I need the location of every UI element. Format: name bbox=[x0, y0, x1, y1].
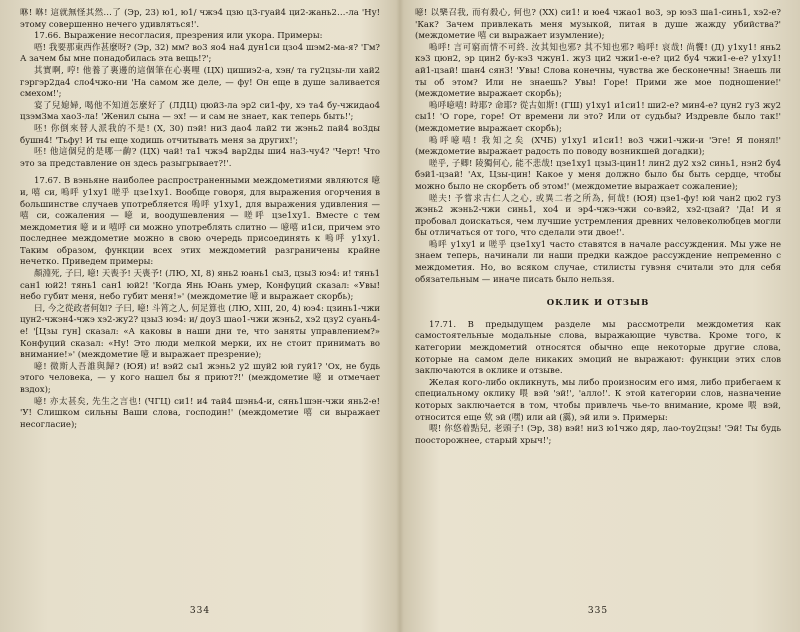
paragraph: 嗚呼! 言可窮而情不可終. 汝其知也邪? 其不知也邪? 嗚呼! 哀哉! 尚饗! (Д) у1ху1! янь2 кэ3 цюн2, эр цин2 бу-кэ3 чжун1. жу3 ци2 чжи1-е-е? ци2 бу4 чжи1-е-е? у1ху1! ай1-цзай! шан4 сян3! 'Увы! Слова конечны, чувства же бесконечны! Знаешь ли ты об этом? Или не знаешь? Увы! Горе! Прими же мое подношение!' (междометие выражает скорбь); bbox=[415, 42, 781, 100]
page-number-right: 335 bbox=[587, 606, 609, 617]
paragraph: 17.66. Выражение несогласия, презрения или укора. Примеры: bbox=[34, 31, 323, 42]
left-page bbox=[20, 8, 380, 624]
paragraph: 嗚呼噫嘻! 時耶? 命耶? 從古如斯! (ГШ) у1ху1 и1си1! ши2-е? мин4-е? цун2 гу3 жу2 сы1! 'О горе, горе! От времени ли это? Или от судьбы? Издревле было так!' (междометие выражает скорбь); bbox=[415, 100, 781, 134]
paragraph: 宴了兒媳婦, 喝他不知道怎麼好了 (ЛДЦ) цюй3-ла эр2 си1-фу, хэ та4 бу-чжидао4 цзэм3ма хао3-ла! 'Женил сына — эх! — и сам не знает, как теперь быть!'; bbox=[20, 100, 380, 123]
page-number-left: 334 bbox=[189, 606, 211, 617]
paragraph: 喂! 你悠着點兒, 老頭子! (Эр, 38) вэй! ни3 ю1чжо дяр, лао-тоу2цзы! 'Эй! Ты будь поосторожнее, старый хрыч!'; bbox=[415, 424, 781, 446]
paragraph: 噫! 亦太甚矣, 先生之言也! (ЧГЦ) си1! и4 тай4 шэнь4-и, сянь1шэн-чжи янь2-е! 'У! Слишком сильны Ваши слова, господин!' (междометие 嘻 си выражает несогласие); bbox=[20, 396, 380, 430]
paragraph: 呸! 他這個兒的是哪一齣? (ЦХ) чай! та1 чжэ4 вар2ды ши4 на3-чу4? 'Черт! Что это за представление он здесь разыгрывает?!'. bbox=[20, 147, 380, 169]
left-page-body bbox=[20, 8, 380, 431]
paragraph: 17.71. В предыдущем разделе мы рассмотрели междометия как самостоятельные модальные слова, выражающие чувства. Кроме того, к категории междометий относятся обычно еще некоторые другие слова, которые на самом деле никаких эмоций не выражают: функции этих слов заключаются в оклике и отзыве. bbox=[415, 319, 781, 377]
paragraph: 咻! 咻! 這就無怪其然…了 (Эр, 23) ю1, ю1/ чжэ4 цзю ц3-гуай4 ци2-жань2…-ла 'Ну! этому совершенно нечего удивляться!'. bbox=[20, 8, 380, 30]
right-page bbox=[415, 8, 781, 624]
paragraph: 其實啊, 哼! 他養了裏邊的這個筆在心裏哩 (ЦХ) цишиэ2-а, хэн/ та гу2цзы-ли хай2 гэргэр2да4 сло4чжо-ни 'На самом же деле, — фу! Он еще в душе заливается смехом!'; bbox=[20, 65, 380, 100]
paragraph: 呸! 你倒來替人派我的不是! (Х, 30) пэй! ни3 дао4 лай2 ти жэнь2 пай4 во3ды бушн4! 'Тьфу! И ты еще ходишь отчитывать меня за других!'; bbox=[20, 123, 380, 146]
paragraph: 嗟乎, 子卿! 陵獨何心, 能不悲哉! цзе1ху1 цзы3-цин1! лин2 ду2 хэ2 синь1, нэн2 бу4 бэй1-цзай! 'Ах, Цзы-цин! Какое у меня должно было бы быть сердце, чтобы можно было не скорбеть об этом!' (междометие выражает сожаление); bbox=[415, 158, 781, 192]
paragraph: 顏淵死, 子曰, 噫! 天喪予! 天喪予! (ЛЮ, XI, 8) янь2 юань1 сы3, цзы3 юэ4: и! тянь1 сан1 юй2! тянь1 сан1 юй2! 'Когда Янь Юань умер, Конфуций сказал: «Увы! небо губит меня, небо губит меня!»' (междометие 噫 и выражает скорбь); bbox=[20, 269, 380, 303]
paragraph: 唔! 我要那東西作甚麼呀? (Эр, 32) мм? во3 яо4 на4 дун1си цзо4 шэм2-ма-я? 'Гм? А зачем бы мне понадобилась эта вещь!?'; bbox=[20, 42, 380, 65]
paragraph: 嗟夫! 予嘗求古仁人之心, 或異二者之所為, 何哉! (ЮЯ) цзе1-фу! юй чан2 цю2 гу3 жэнь2 жэнь2-чжи синь1, хо4 и эр4-чжэ-чжи со-вэй2, хэ2-цзай? 'Да! И я пробовал доискаться, чем лучшие устремления древних человеколюбцев могли бы отличаться от того, что сделали эти двое!'. bbox=[415, 193, 781, 239]
paragraph: 17.67. В вэньяне наиболее распространенными междометиями являются 噫 и, 嘻 си, 嗚呼 у1ху1 嗟乎 цзе1ху1. Вообще говоря, для выражения огорчения в большинстве случаев употребляется 嗚呼 у1ху1, для выражения удивления — 嘻 си, сожаления — 噫 и, воодушевления — 嗟呼 цзе1ху1. Вместе с тем междометия 噫 и и 嘻呼 си можно употреблять слитно — 噫嘻 и1си, причем это последнее междометие можно в свою очередь присоединять к 嗚呼 у1ху1. Таким образом, функции всех этих междометий разграничены крайне нечетко. Приведем примеры: bbox=[20, 176, 380, 268]
paragraph: 嗚呼噫嘻! 我知之矣 (ХЧБ) у1ху1 и1си1! во3 чжи1-чжи-и 'Эге! Я понял!' (междометие выражает радость по поводу возникшей догадки); bbox=[415, 135, 781, 158]
paragraph: 曰, 今之從政者何如? 子曰, 噫! 斗筲之人, 何足算也 (ЛЮ, XIII, 20, 4) юэ4: цзинь1-чжи цун2-чжэн4-чжэ хэ2-жу2? цзы3 юэ4: и/ доу3 шао1-чжи жэнь2, хэ2 цзу2 суань4-е! '[Цзы гун] сказал: «А каковы в наши дни те, что заняты управлением?» Конфуций сказал: «Ну! Это люди мелкой мерки, их не стоит принимать во внимание!»' (междометие 噫 и выражает презрение); bbox=[20, 303, 380, 361]
right-page-body bbox=[415, 8, 781, 447]
paragraph: 嗚呼 у1ху1 и 嗟乎 цзе1ху1 часто ставятся в начале рассуждения. Мы уже не знаем теперь, начинали ли наши предки каждое рассуждение непременно с междометия. Но, во всяком случае, стилисты гувэня считали это для себя обязательным — иначе писать было нельзя. bbox=[415, 239, 781, 285]
paragraph: 噫! 微斯人吾誰與歸? (ЮЯ) и! вэй2 сы1 жэнь2 у2 шуй2 юй гуй1? 'Ох, не будь этого человека, — у кого нашел бы я приют?!' (междометие 噫 и отмечает вздох); bbox=[20, 361, 380, 395]
section-heading: ОКЛИК И ОТЗЫВ bbox=[546, 298, 650, 309]
paragraph: Желая кого-либо окликнуть, мы либо произносим его имя, либо прибегаем к специальному оклику 喂 вэй 'эй!', 'алло!'. К этой категории слов, назначение которых заключается в том, чтобы привлечь чье-то внимание, кроме 喂 вэй, относится еще 欸 эй (嘿) или ай (靄), эй или э. Примеры: bbox=[415, 377, 781, 423]
paragraph: 噫! 以樂召我, 而有殺心, 何也? (ХХ) си1! и юе4 чжао1 во3, эр юэ3 ша1-синь1, хэ2-е? 'Как? Зачем привлекать меня музыкой, питая в душе жажду убийства?' (междометие 嘻 си выражает изумление); bbox=[415, 8, 781, 42]
